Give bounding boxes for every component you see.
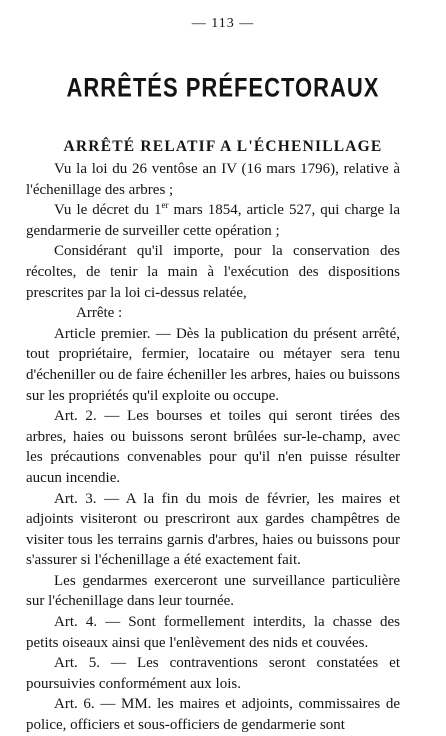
paragraph-article-5: Art. 5. — Les contraventions seront constatées et poursuivies conformément aux lois. (26, 655, 400, 692)
paragraph-article-4: Art. 4. — Sont formellement interdits, la chasse des petits oiseaux ainsi que l'enlèvement des nids et couvées. (26, 614, 400, 651)
page-number: — 113 — (191, 16, 255, 31)
ordinal-superscript: er (161, 200, 169, 211)
decret-text-start: Vu le décret du 1 (54, 202, 162, 219)
paragraph-article-6: Art. 6. — MM. les maires et adjoints, commissaires de police, officiers et sous-officiers de gendarmerie sont (26, 696, 400, 734)
paragraph-vu-loi: Vu la loi du 26 ventôse an IV (16 mars 1796), relative à l'échenillage des arbres ; (26, 161, 400, 198)
paragraph-article-premier: Article premier. — Dès la publication du présent arrêté, tout propriétaire, fermier, locataire ou métayer sera tenu d'écheniller ou de faire écheniller les arbres, haies ou buissons sur les propriétés qu'il exploite ou occupe. (26, 325, 400, 404)
paragraph-article-3: Art. 3. — A la fin du mois de février, les maires et adjoints visiteront ou prescriront aux gardes champêtres de visiter tous les terrains garnis d'arbres, haies ou buissons pour s'assurer si l'échenillage a été exactement fait. (26, 490, 400, 569)
paragraph-article-2: Art. 2. — Les bourses et toiles qui seront tirées des arbres, haies ou buissons seront brûlées sur-le-champ, avec les précautions convenables pour qu'il n'en puisse résulter aucun incendie. (26, 408, 400, 486)
paragraph-vu-decret (26, 200, 400, 241)
paragraph-arrete: Arrête : (76, 305, 123, 322)
decret-text-end: mars 1854, article 527, qui charge la gendarmerie de surveiller cette opération ; (26, 202, 400, 239)
body-text (26, 159, 400, 736)
paragraph-considerant: Considérant qu'il importe, pour la conservation des récoltes, de tenir la main à l'exécution des dispositions prescrites par la loi ci-dessus relatée, (26, 243, 400, 301)
paragraph-gendarmes: Les gendarmes exerceront une surveillance particulière sur l'échenillage dans leur tournée. (26, 572, 400, 610)
section-title: ARRÊTÉ RELATIF A L'ÉCHENILLAGE (63, 138, 383, 155)
main-title: ARRÊTÉS PRÉFECTORAUX (66, 72, 380, 103)
